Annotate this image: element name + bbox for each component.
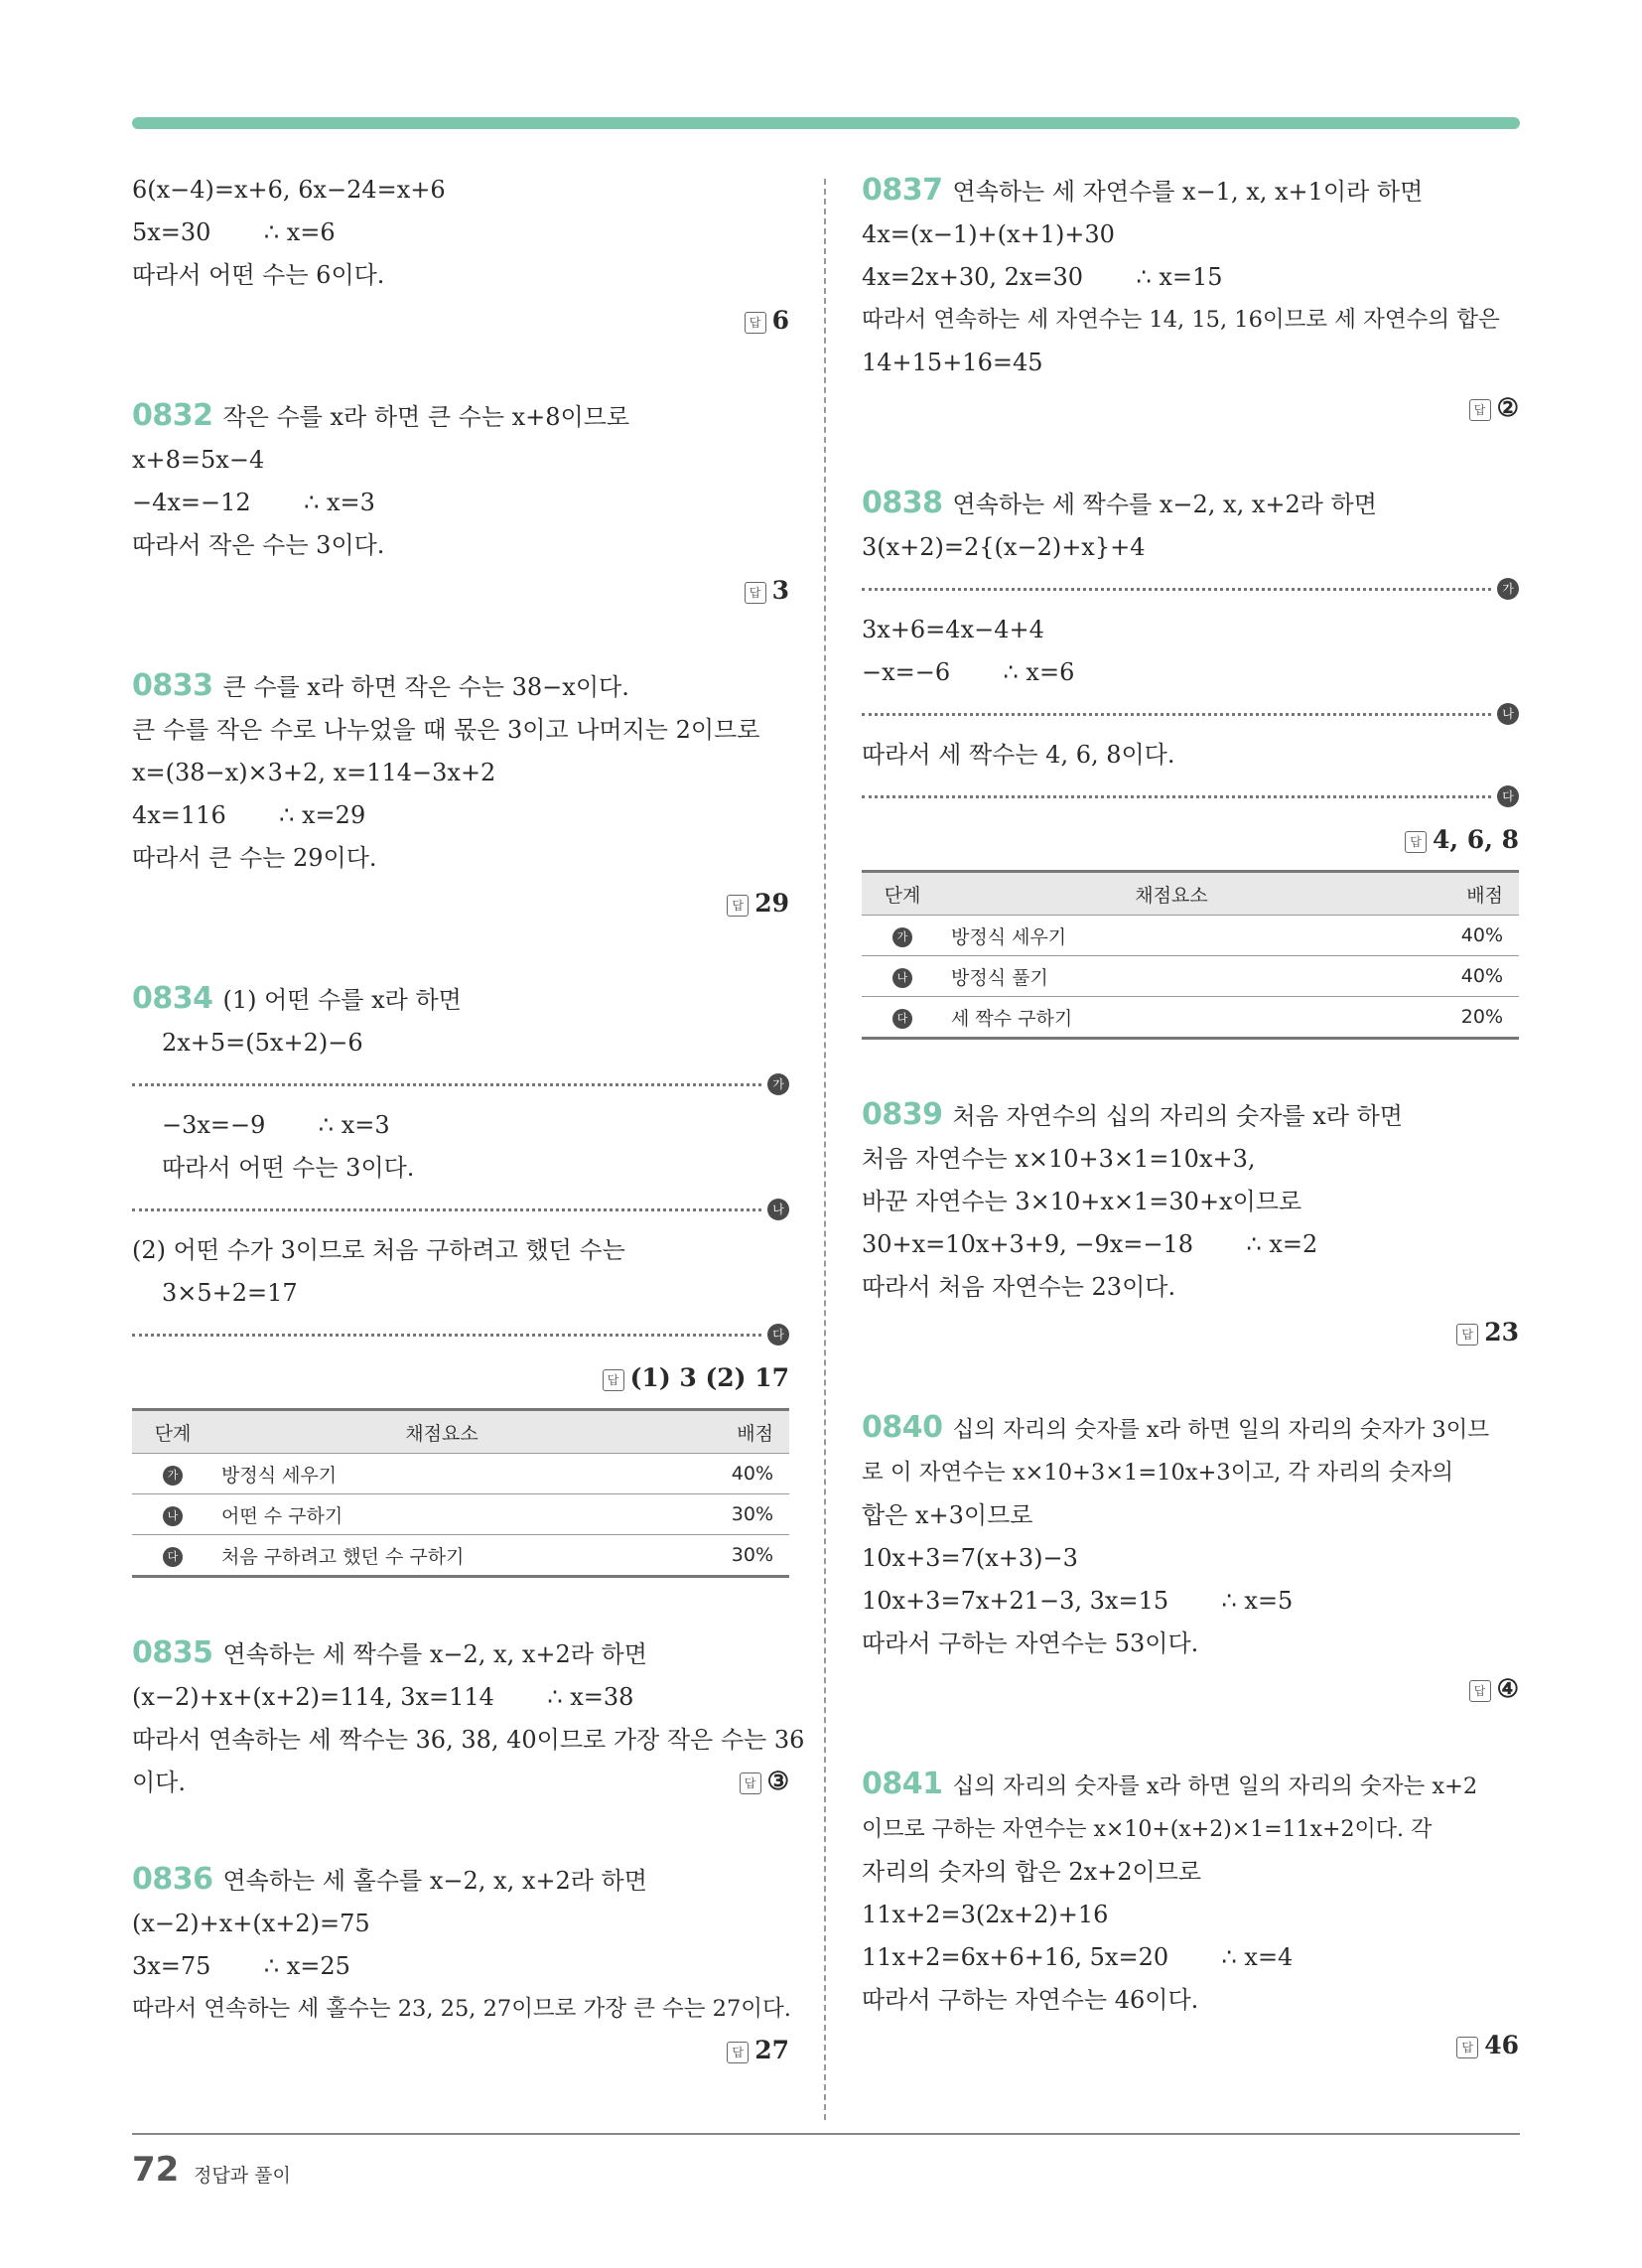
- solution-line: 4x=(x−1)+(x+1)+30: [862, 220, 1115, 248]
- step-badge-icon: 나: [892, 968, 912, 988]
- solution-line: 11x+2=3(2x+2)+16: [862, 1901, 1109, 1928]
- table-header: 단계: [154, 1422, 192, 1445]
- answer: [862, 1313, 1519, 1352]
- solution-0833: [132, 664, 789, 923]
- table-row: [862, 956, 1519, 997]
- solution-intro: 연속하는 세 홀수를 x−2, x, x+2라 하면: [222, 1867, 647, 1895]
- problem-number: 0839: [862, 1097, 943, 1132]
- solution-intro: 작은 수를 x라 하면 큰 수는 x+8이므로: [222, 403, 630, 431]
- solution-line: 따라서 큰 수는 29이다.: [132, 844, 377, 872]
- step-separator: [862, 694, 1519, 734]
- table-cell: 방정식 풀기: [943, 956, 1393, 997]
- solution-line: 3x=75 ∴ x=25: [132, 1952, 350, 1980]
- solution-line: 바꾼 자연수는 3×10+x×1=30+x이므로: [862, 1188, 1302, 1215]
- solution-line: −3x=−9 ∴ x=3: [162, 1111, 390, 1139]
- answer-mark-icon: 답: [727, 895, 749, 917]
- answer-value: 6: [771, 306, 789, 335]
- answer-mark-icon: 답: [1405, 831, 1427, 853]
- answer: [132, 301, 789, 341]
- step-separator: [132, 1064, 789, 1104]
- answer-value: ④: [1496, 1674, 1519, 1703]
- solution-line: 처음 자연수는 x×10+3×1=10x+3,: [862, 1145, 1256, 1173]
- left-column: [132, 169, 805, 2070]
- footer-rule: [132, 2133, 1520, 2135]
- step-badge-icon: 다: [892, 1009, 912, 1029]
- answer: [862, 820, 1519, 860]
- answer-mark-icon: 답: [745, 312, 766, 334]
- answer-value: 23: [1484, 1318, 1519, 1347]
- top-accent-bar: [132, 117, 1520, 129]
- solution-line: (2) 어떤 수가 3이므로 처음 구하려고 했던 수는: [132, 1236, 625, 1264]
- solution-line: (x−2)+x+(x+2)=75: [132, 1910, 370, 1937]
- solution-line: 따라서 구하는 자연수는 46이다.: [862, 1986, 1199, 2014]
- table-header: 단계: [884, 884, 921, 907]
- solution-line: 따라서 어떤 수는 3이다.: [162, 1154, 415, 1182]
- step-separator: [132, 1315, 789, 1354]
- solution-line: 로 이 자연수는 x×10+3×1=10x+3이고, 각 자리의 숫자의: [862, 1460, 1453, 1486]
- problem-number: 0840: [862, 1410, 943, 1445]
- answer-mark-icon: 답: [745, 582, 766, 604]
- problem-number: 0834: [132, 981, 213, 1016]
- table-header: 배점: [737, 1422, 773, 1445]
- solution-line: x+8=5x−4: [132, 446, 265, 474]
- problem-number: 0837: [862, 173, 943, 208]
- step-badge-icon: 가: [767, 1073, 789, 1095]
- table-cell: 방정식 세우기: [943, 916, 1393, 956]
- solution-intro: 연속하는 세 자연수를 x−1, x, x+1이라 하면: [952, 178, 1424, 206]
- solution-line: 따라서 연속하는 세 짝수는 36, 38, 40이므로 가장 작은 수는 36: [132, 1726, 805, 1754]
- solution-0841: [862, 1763, 1519, 2065]
- solution-0839: [862, 1093, 1519, 1352]
- table-row: [132, 1535, 789, 1577]
- solution-line: 이므로 구하는 자연수는 x×10+(x+2)×1=11x+2이다. 각: [862, 1817, 1433, 1842]
- solution-line: 따라서 처음 자연수는 23이다.: [862, 1273, 1176, 1301]
- solution-line: −4x=−12 ∴ x=3: [132, 489, 375, 516]
- solution-0832: [132, 394, 789, 611]
- solution-line: 따라서 구하는 자연수는 53이다.: [862, 1630, 1199, 1657]
- page-label: 정답과 풀이: [194, 2165, 291, 2187]
- solution-intro: 십의 자리의 숫자를 x라 하면 일의 자리의 숫자가 3이므: [952, 1417, 1490, 1443]
- answer-value: 46: [1484, 2031, 1519, 2059]
- answer-value: (1) 3 (2) 17: [629, 1363, 789, 1392]
- solution-line: 2x+5=(5x+2)−6: [162, 1029, 363, 1057]
- answer-mark-icon: 답: [603, 1369, 624, 1391]
- solution-intro: 처음 자연수의 십의 자리의 숫자를 x라 하면: [952, 1102, 1403, 1130]
- answer-value: 27: [754, 2036, 789, 2064]
- solution-0831: [132, 169, 789, 341]
- table-cell: 30%: [663, 1535, 789, 1577]
- table-cell: 세 짝수 구하기: [943, 997, 1393, 1039]
- answer: [132, 1358, 789, 1398]
- answer-mark-icon: 답: [1469, 399, 1491, 421]
- table-cell: 40%: [1393, 956, 1519, 997]
- answer-mark-icon: 답: [1456, 1324, 1478, 1346]
- solution-line: 따라서 어떤 수는 6이다.: [132, 261, 385, 289]
- problem-number: 0836: [132, 1862, 213, 1897]
- step-badge-icon: 나: [1497, 703, 1519, 725]
- table-header: 배점: [1466, 884, 1503, 907]
- table-cell: 방정식 세우기: [213, 1454, 663, 1494]
- right-column: [862, 169, 1519, 2065]
- answer: [132, 884, 789, 923]
- table-row: [132, 1494, 789, 1535]
- solution-intro: 십의 자리의 숫자를 x라 하면 일의 자리의 숫자는 x+2: [952, 1773, 1478, 1799]
- solution-line: 따라서 연속하는 세 자연수는 14, 15, 16이므로 세 자연수의 합은: [862, 307, 1500, 333]
- answer-mark-icon: 답: [740, 1772, 761, 1794]
- solution-line: 이다.: [132, 1769, 186, 1796]
- table-cell: 어떤 수 구하기: [213, 1494, 663, 1535]
- step-badge-icon: 다: [767, 1324, 789, 1346]
- problem-number: 0833: [132, 668, 213, 703]
- problem-number: 0838: [862, 486, 943, 520]
- step-badge-icon: 나: [767, 1199, 789, 1220]
- solution-line: 3(x+2)=2{(x−2)+x}+4: [862, 533, 1146, 561]
- solution-line: 따라서 작은 수는 3이다.: [132, 531, 385, 559]
- table-row: [862, 997, 1519, 1039]
- solution-line: 4x=2x+30, 2x=30 ∴ x=15: [862, 263, 1223, 291]
- answer-mark-icon: 답: [727, 2042, 749, 2063]
- solution-line: 4x=116 ∴ x=29: [132, 801, 366, 829]
- table-cell: 40%: [1393, 916, 1519, 956]
- answer-value: 29: [754, 889, 789, 918]
- table-row: [862, 916, 1519, 956]
- step-separator: [132, 1190, 789, 1229]
- solution-line: x=(38−x)×3+2, x=114−3x+2: [132, 759, 496, 786]
- step-badge-icon: 가: [163, 1466, 183, 1486]
- step-badge-icon: 가: [892, 927, 912, 947]
- table-row: [132, 1454, 789, 1494]
- answer-value: 3: [771, 576, 789, 605]
- solution-line: 6(x−4)=x+6, 6x−24=x+6: [132, 176, 446, 204]
- solution-intro: (1) 어떤 수를 x라 하면: [222, 986, 462, 1014]
- answer-value: 4, 6, 8: [1433, 825, 1519, 854]
- solution-line: 30+x=10x+3+9, −9x=−18 ∴ x=2: [862, 1230, 1318, 1258]
- solution-intro: 연속하는 세 짝수를 x−2, x, x+2라 하면: [952, 491, 1377, 518]
- answer: [862, 388, 1519, 428]
- table-cell: 40%: [663, 1454, 789, 1494]
- table-cell: 30%: [663, 1494, 789, 1535]
- step-badge-icon: 나: [163, 1506, 183, 1526]
- problem-number: 0835: [132, 1635, 213, 1670]
- solution-0837: [862, 169, 1519, 428]
- step-separator: [862, 569, 1519, 609]
- solution-0834: [132, 977, 789, 1578]
- solution-0835: [132, 1631, 805, 1804]
- solution-line: 10x+3=7x+21−3, 3x=15 ∴ x=5: [862, 1587, 1294, 1615]
- solution-line: 3×5+2=17: [162, 1279, 298, 1307]
- solution-line: 자리의 숫자의 합은 2x+2이므로: [862, 1858, 1202, 1886]
- solution-0840: [862, 1406, 1519, 1709]
- solution-line: 합은 x+3이므로: [862, 1501, 1033, 1529]
- answer: [132, 571, 789, 611]
- answer-mark-icon: 답: [1469, 1680, 1491, 1702]
- solution-intro: 연속하는 세 짝수를 x−2, x, x+2라 하면: [222, 1640, 647, 1668]
- problem-number: 0832: [132, 398, 213, 433]
- solution-line: 11x+2=6x+6+16, 5x=20 ∴ x=4: [862, 1943, 1294, 1971]
- answer-value: ③: [766, 1767, 789, 1795]
- table-cell: 처음 구하려고 했던 수 구하기: [213, 1535, 663, 1577]
- answer-value: ②: [1496, 393, 1519, 422]
- table-header: 채점요소: [405, 1422, 479, 1445]
- step-badge-icon: 다: [163, 1547, 183, 1567]
- table-header: 채점요소: [1135, 884, 1208, 907]
- solution-line: (x−2)+x+(x+2)=114, 3x=114 ∴ x=38: [132, 1683, 634, 1711]
- solution-line: 5x=30 ∴ x=6: [132, 218, 336, 246]
- solution-line: 따라서 연속하는 세 홀수는 23, 25, 27이므로 가장 큰 수는 27이다.: [132, 1996, 791, 2022]
- solution-0838: [862, 482, 1519, 1040]
- answer: [862, 2026, 1519, 2065]
- step-badge-icon: 다: [1497, 785, 1519, 807]
- table-cell: 20%: [1393, 997, 1519, 1039]
- step-badge-icon: 가: [1497, 578, 1519, 600]
- solution-line: 큰 수를 작은 수로 나누었을 때 몫은 3이고 나머지는 2이므로: [132, 716, 760, 744]
- solution-line: 10x+3=7(x+3)−3: [862, 1544, 1078, 1572]
- column-divider: [824, 179, 826, 2120]
- problem-number: 0841: [862, 1767, 943, 1801]
- answer: [132, 2031, 789, 2070]
- solution-intro: 큰 수를 x라 하면 작은 수는 38−x이다.: [222, 673, 629, 701]
- solution-line: 3x+6=4x−4+4: [862, 616, 1044, 643]
- solution-line: −x=−6 ∴ x=6: [862, 658, 1075, 686]
- solution-line: 14+15+16=45: [862, 349, 1043, 376]
- answer: [740, 1762, 789, 1804]
- grading-table: [862, 870, 1519, 1040]
- answer-mark-icon: 답: [1456, 2037, 1478, 2058]
- step-separator: [862, 777, 1519, 816]
- grading-table: [132, 1408, 789, 1578]
- answer: [862, 1669, 1519, 1709]
- solution-line: 따라서 세 짝수는 4, 6, 8이다.: [862, 741, 1175, 769]
- page-number: 72: [132, 2150, 180, 2190]
- solution-0836: [132, 1858, 789, 2070]
